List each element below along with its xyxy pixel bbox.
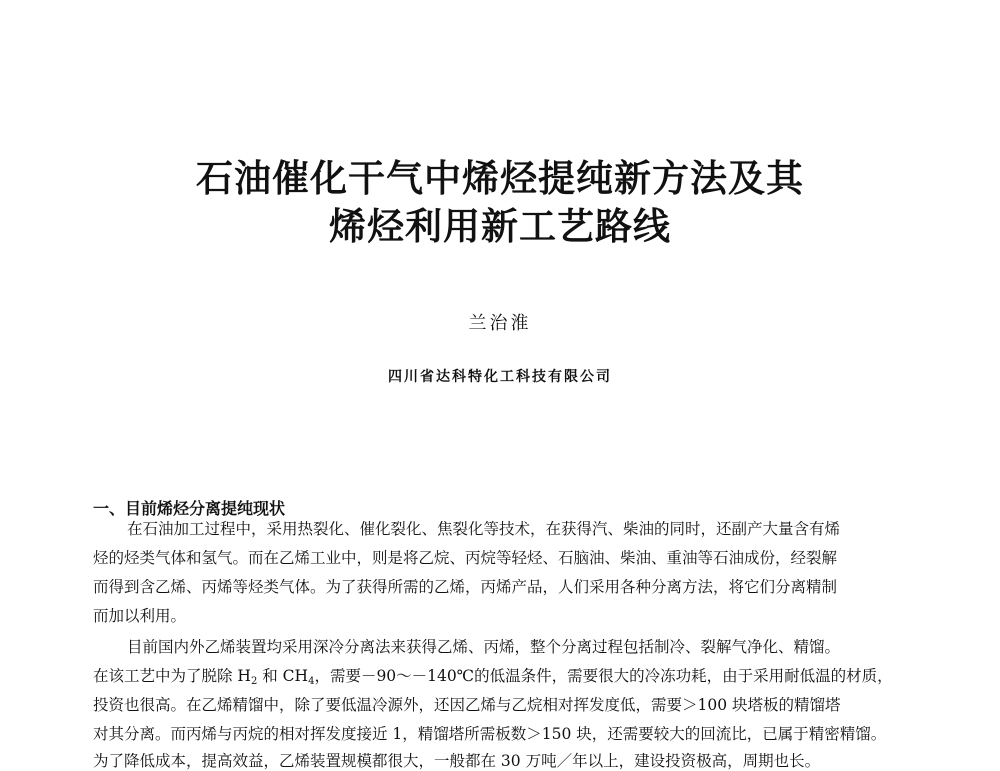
paragraph-line: 为了降低成本，提高效益，乙烯装置规模都很大，一般都在 30 万吨／年以上，建设投资极高，周期也长。 (93, 752, 821, 770)
document-title-line-2: 烯烃利用新工艺路线 (329, 205, 671, 248)
paragraph-line-with-formulas (93, 666, 893, 686)
paragraph-line: 投资也很高。在乙烯精馏中，除了要低温冷源外，还因乙烯与乙烷相对挥发度低，需要＞100 块塔板的精馏塔 (93, 696, 841, 714)
section-heading: 一、目前烯烃分离提纯现状 (93, 499, 286, 518)
paragraph-line: 而得到含乙烯、丙烯等烃类气体。为了获得所需的乙烯，丙烯产品，人们采用各种分离方法，将它们分离精制 (93, 578, 838, 596)
paragraph-line: 在石油加工过程中，采用热裂化、催化裂化、焦裂化等技术，在获得汽、柴油的同时，还副产大量含有烯 (127, 520, 841, 538)
paragraph-line: 烃的烃类气体和氢气。而在乙烯工业中，则是将乙烷、丙烷等轻烃、石脑油、柴油、重油等石油成份，经裂解 (93, 549, 838, 567)
author-name: 兰治淮 (468, 313, 532, 334)
text-run: 和 CH (257, 667, 309, 685)
author-affiliation: 四川省达科特化工科技有限公司 (388, 369, 612, 385)
paragraph-line: 而加以利用。 (93, 607, 187, 625)
subscript: 4 (308, 676, 315, 687)
subscript: 2 (250, 676, 258, 687)
paragraph-line: 目前国内外乙烯装置均采用深冷分离法来获得乙烯、丙烯，整个分离过程包括制冷、裂解气净化、精馏。 (127, 638, 841, 656)
document-title-line-1: 石油催化干气中烯烃提纯新方法及其 (196, 157, 804, 200)
text-run: 在该工艺中为了脱除 H (93, 667, 251, 685)
paragraph-line: 对其分离。而丙烯与丙烷的相对挥发度接近 1，精馏塔所需板数＞150 块，还需要较大的回流比，已属于精密精馏。 (93, 725, 887, 743)
text-run: ，需要－90～－140℃的低温条件，需要很大的冷冻功耗，由于采用耐低温的材质， (314, 667, 893, 685)
